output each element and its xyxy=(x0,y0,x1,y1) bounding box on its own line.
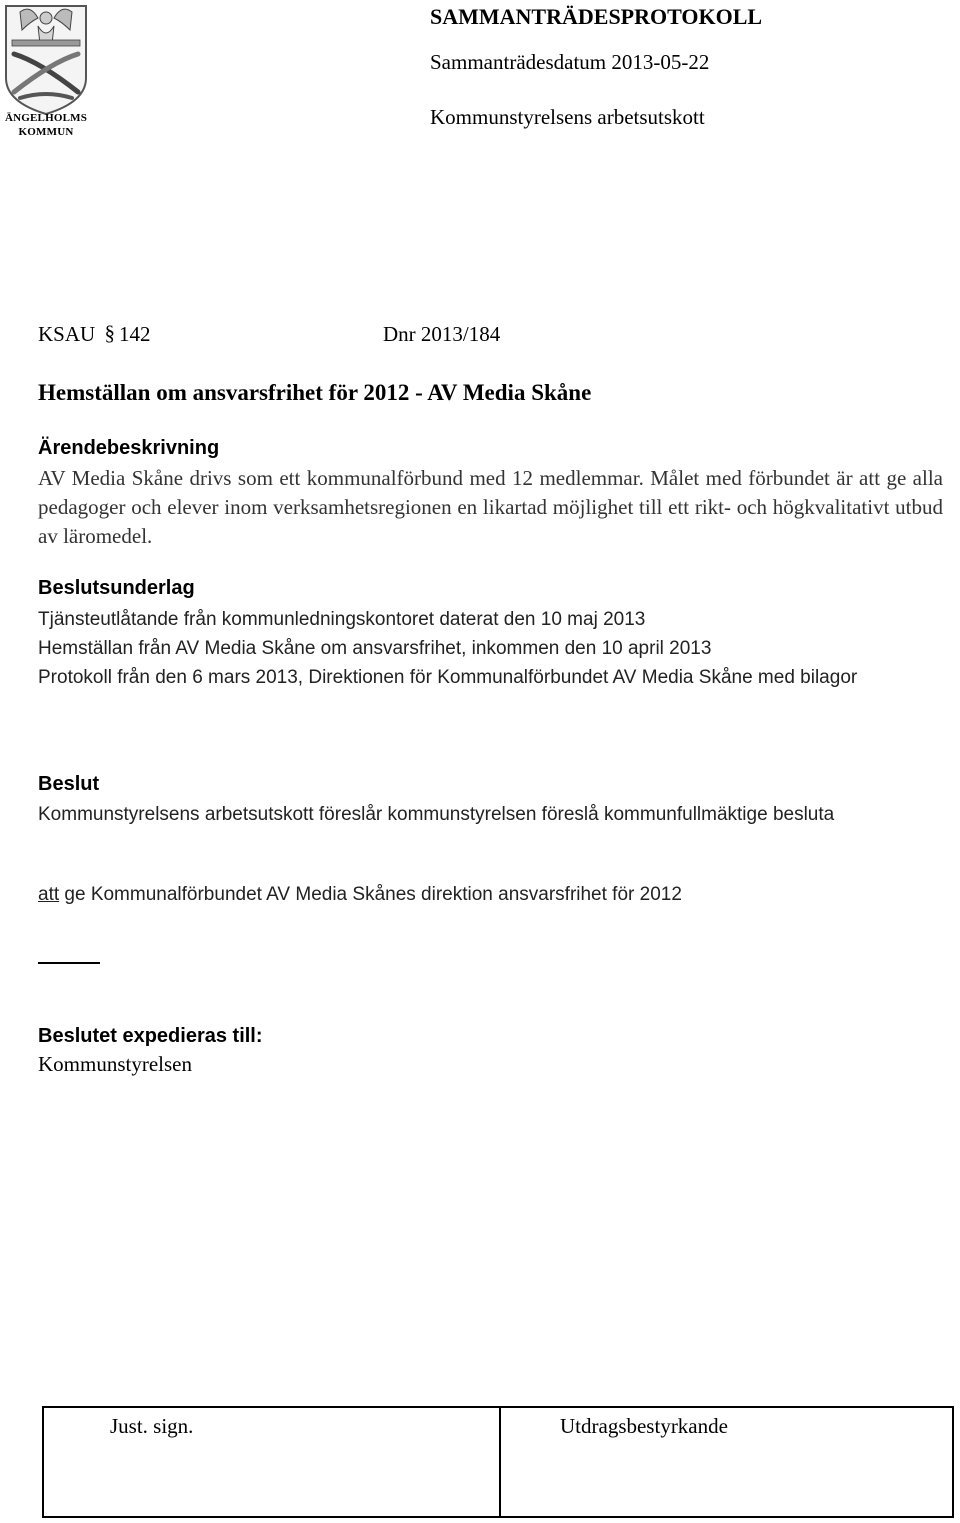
expedieras-recipient: Kommunstyrelsen xyxy=(38,1052,192,1076)
just-sign-label: Just. sign. xyxy=(110,1414,194,1438)
signature-box-divider xyxy=(499,1408,501,1516)
committee-name: Kommunstyrelsens arbetsutskott xyxy=(430,105,705,129)
paragraph-sign: § xyxy=(104,321,115,345)
expedieras-heading: Beslutet expedieras till: xyxy=(38,1025,263,1047)
case-title: Hemställan om ansvarsfrihet för 2012 - AV Media Skåne xyxy=(38,380,592,405)
case-number: KSAU xyxy=(38,322,96,346)
beslut-att-clause xyxy=(38,884,682,906)
logo-text-line2: KOMMUN xyxy=(18,126,74,138)
separator-line xyxy=(38,962,100,964)
beslutsunderlag-item: Tjänsteutlåtande från kommunledningskontoret daterat den 10 maj 2013 xyxy=(38,609,646,630)
beslutsunderlag-heading: Beslutsunderlag xyxy=(38,577,195,599)
att-word: att xyxy=(38,884,60,905)
document-type-title: SAMMANTRÄDESPROTOKOLL xyxy=(430,4,763,29)
beslut-text: Kommunstyrelsens arbetsutskott föreslår kommunstyrelsen föreslå kommunfullmäktige besluta xyxy=(38,804,835,825)
paragraph-number: 142 xyxy=(118,322,151,346)
beslutsunderlag-item: Protokoll från den 6 mars 2013, Direktionen för Kommunalförbundet AV Media Skåne med bilagor xyxy=(38,667,858,688)
beslut-heading: Beslut xyxy=(38,773,100,795)
beslutsunderlag-item: Hemställan från AV Media Skåne om ansvarsfrihet, inkommen den 10 april 2013 xyxy=(38,638,712,659)
arendebeskrivning-text: AV Media Skåne drivs som ett kommunalförbund med 12 medlemmar. Målet med förbundet är att ge alla pedagoger och elever inom verksamhetsregionen en likartad möjlighet till ett rikt- och högkvalitativt utbud av läromedel. xyxy=(38,466,943,548)
dnr: Dnr 2013/184 xyxy=(383,322,501,346)
arendebeskrivning-heading: Ärendebeskrivning xyxy=(38,437,220,459)
signature-box xyxy=(42,1406,954,1518)
beslutsunderlag-list xyxy=(38,605,938,692)
att-text: ge Kommunalförbundet AV Media Skånes direktion ansvarsfrihet för 2012 xyxy=(59,884,682,905)
utdragsbestyrkande-label: Utdragsbestyrkande xyxy=(560,1414,728,1438)
coat-of-arms-icon xyxy=(0,0,92,146)
logo-text-line1: ÄNGELHOLMS xyxy=(4,112,88,124)
meeting-date: Sammanträdesdatum 2013-05-22 xyxy=(430,50,710,74)
case-reference xyxy=(38,322,150,347)
